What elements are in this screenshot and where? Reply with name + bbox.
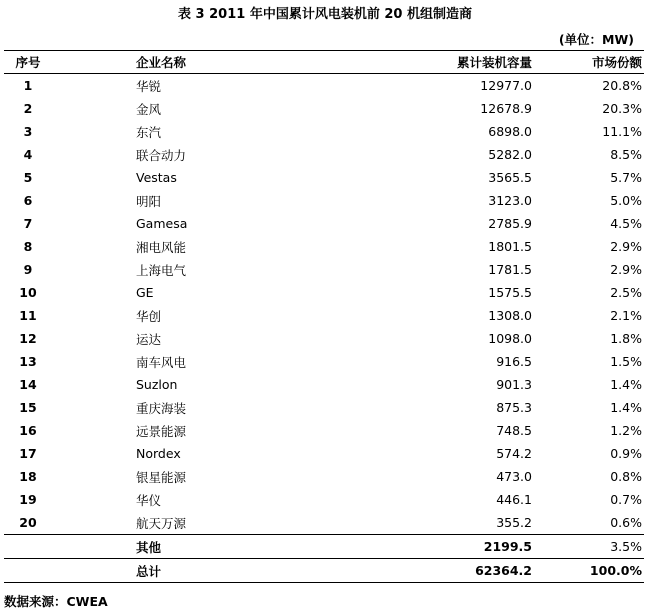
row-rank: 1 (23, 78, 33, 93)
other-label: 其他 (136, 539, 162, 555)
row-capacity: 473.0 (496, 469, 532, 484)
row-company: GE (136, 285, 154, 300)
row-share: 20.8% (602, 78, 642, 93)
row-capacity: 916.5 (496, 354, 532, 369)
row-share: 20.3% (602, 101, 642, 116)
row-capacity: 1801.5 (488, 239, 532, 254)
table-row (4, 304, 644, 327)
row-rank: 7 (23, 216, 33, 231)
row-rank: 4 (23, 147, 33, 162)
table-row (4, 281, 644, 304)
row-rank: 6 (23, 193, 33, 208)
row-company: Nordex (136, 446, 181, 461)
row-share: 0.7% (610, 492, 642, 507)
row-rank: 16 (19, 423, 37, 438)
row-company: 华锐 (136, 78, 162, 94)
row-company: Gamesa (136, 216, 188, 231)
table-row (4, 442, 644, 465)
table-row (4, 465, 644, 488)
row-company: 金风 (136, 101, 162, 117)
other-row (4, 534, 644, 558)
row-share: 11.1% (602, 124, 642, 139)
row-capacity: 355.2 (496, 515, 532, 530)
table-row (4, 212, 644, 235)
table-row (4, 166, 644, 189)
row-capacity: 446.1 (496, 492, 532, 507)
row-capacity: 748.5 (496, 423, 532, 438)
table-row (4, 97, 644, 120)
row-company: 运达 (136, 331, 162, 347)
row-company: 联合动力 (136, 147, 187, 163)
row-share: 0.8% (610, 469, 642, 484)
row-capacity: 12678.9 (480, 101, 532, 116)
row-company: 重庆海装 (136, 400, 187, 416)
row-company: 南车风电 (136, 354, 187, 370)
row-company: 湘电风能 (136, 239, 187, 255)
row-company: 银星能源 (136, 469, 187, 485)
row-capacity: 12977.0 (480, 78, 532, 93)
row-share: 1.8% (610, 331, 642, 346)
row-share: 2.5% (610, 285, 642, 300)
row-capacity: 1308.0 (488, 308, 532, 323)
row-share: 5.7% (610, 170, 642, 185)
manufacturer-table (4, 50, 644, 583)
row-rank: 15 (19, 400, 37, 415)
table-row (4, 488, 644, 511)
row-share: 1.5% (610, 354, 642, 369)
row-capacity: 3123.0 (488, 193, 532, 208)
table-row (4, 350, 644, 373)
row-share: 1.4% (610, 400, 642, 415)
row-capacity: 1575.5 (488, 285, 532, 300)
unit-label: (单位：MW) (558, 32, 634, 47)
row-rank: 12 (19, 331, 37, 346)
table-row (4, 327, 644, 350)
table-header-row (4, 51, 644, 74)
row-capacity: 6898.0 (488, 124, 532, 139)
row-company: 航天万源 (136, 515, 187, 531)
table-body (4, 74, 644, 534)
row-capacity: 5282.0 (488, 147, 532, 162)
row-share: 1.4% (610, 377, 642, 392)
row-company: Vestas (136, 170, 177, 185)
total-capacity: 62364.2 (475, 563, 532, 578)
table-row (4, 258, 644, 281)
table-row (4, 396, 644, 419)
table-row (4, 143, 644, 166)
total-label: 总计 (136, 563, 162, 579)
row-company: 华创 (136, 308, 162, 324)
row-rank: 13 (19, 354, 37, 369)
row-share: 2.9% (610, 262, 642, 277)
row-share: 2.9% (610, 239, 642, 254)
table-row (4, 120, 644, 143)
row-company: Suzlon (136, 377, 178, 392)
table-row (4, 511, 644, 534)
table-row (4, 74, 644, 97)
row-capacity: 901.3 (496, 377, 532, 392)
row-share: 5.0% (610, 193, 642, 208)
row-company: 华仪 (136, 492, 162, 508)
table-row (4, 189, 644, 212)
header-capacity: 累计装机容量 (456, 55, 532, 70)
row-company: 远景能源 (136, 423, 187, 439)
table-row (4, 373, 644, 396)
row-rank: 19 (19, 492, 37, 507)
row-rank: 5 (23, 170, 33, 185)
row-company: 东汽 (136, 124, 162, 140)
table-row (4, 235, 644, 258)
row-capacity: 2785.9 (488, 216, 532, 231)
row-rank: 8 (23, 239, 33, 254)
header-company: 企业名称 (136, 55, 187, 70)
row-share: 4.5% (610, 216, 642, 231)
row-capacity: 875.3 (496, 400, 532, 415)
header-rank: 序号 (15, 55, 41, 70)
row-rank: 18 (19, 469, 37, 484)
row-share: 1.2% (610, 423, 642, 438)
table-title: 表 3 2011 年中国累计风电装机前 20 机组制造商 (178, 7, 472, 22)
row-company: 明阳 (136, 193, 162, 209)
row-rank: 2 (23, 101, 33, 116)
data-source: 数据来源：CWEA (4, 594, 108, 609)
other-capacity: 2199.5 (483, 539, 532, 554)
row-capacity: 1781.5 (488, 262, 532, 277)
row-rank: 20 (19, 515, 37, 530)
other-share: 3.5% (610, 539, 642, 554)
row-capacity: 3565.5 (488, 170, 532, 185)
row-rank: 14 (19, 377, 37, 392)
header-share: 市场份额 (591, 55, 642, 70)
row-rank: 3 (23, 124, 33, 139)
row-share: 2.1% (610, 308, 642, 323)
row-capacity: 574.2 (496, 446, 532, 461)
row-rank: 17 (19, 446, 37, 461)
total-share: 100.0% (589, 563, 642, 578)
row-rank: 10 (19, 285, 37, 300)
row-capacity: 1098.0 (488, 331, 532, 346)
row-rank: 9 (23, 262, 33, 277)
row-share: 0.6% (610, 515, 642, 530)
total-row (4, 558, 644, 583)
row-share: 0.9% (610, 446, 642, 461)
row-rank: 11 (19, 308, 37, 323)
row-share: 8.5% (610, 147, 642, 162)
row-company: 上海电气 (136, 262, 187, 278)
table-row (4, 419, 644, 442)
